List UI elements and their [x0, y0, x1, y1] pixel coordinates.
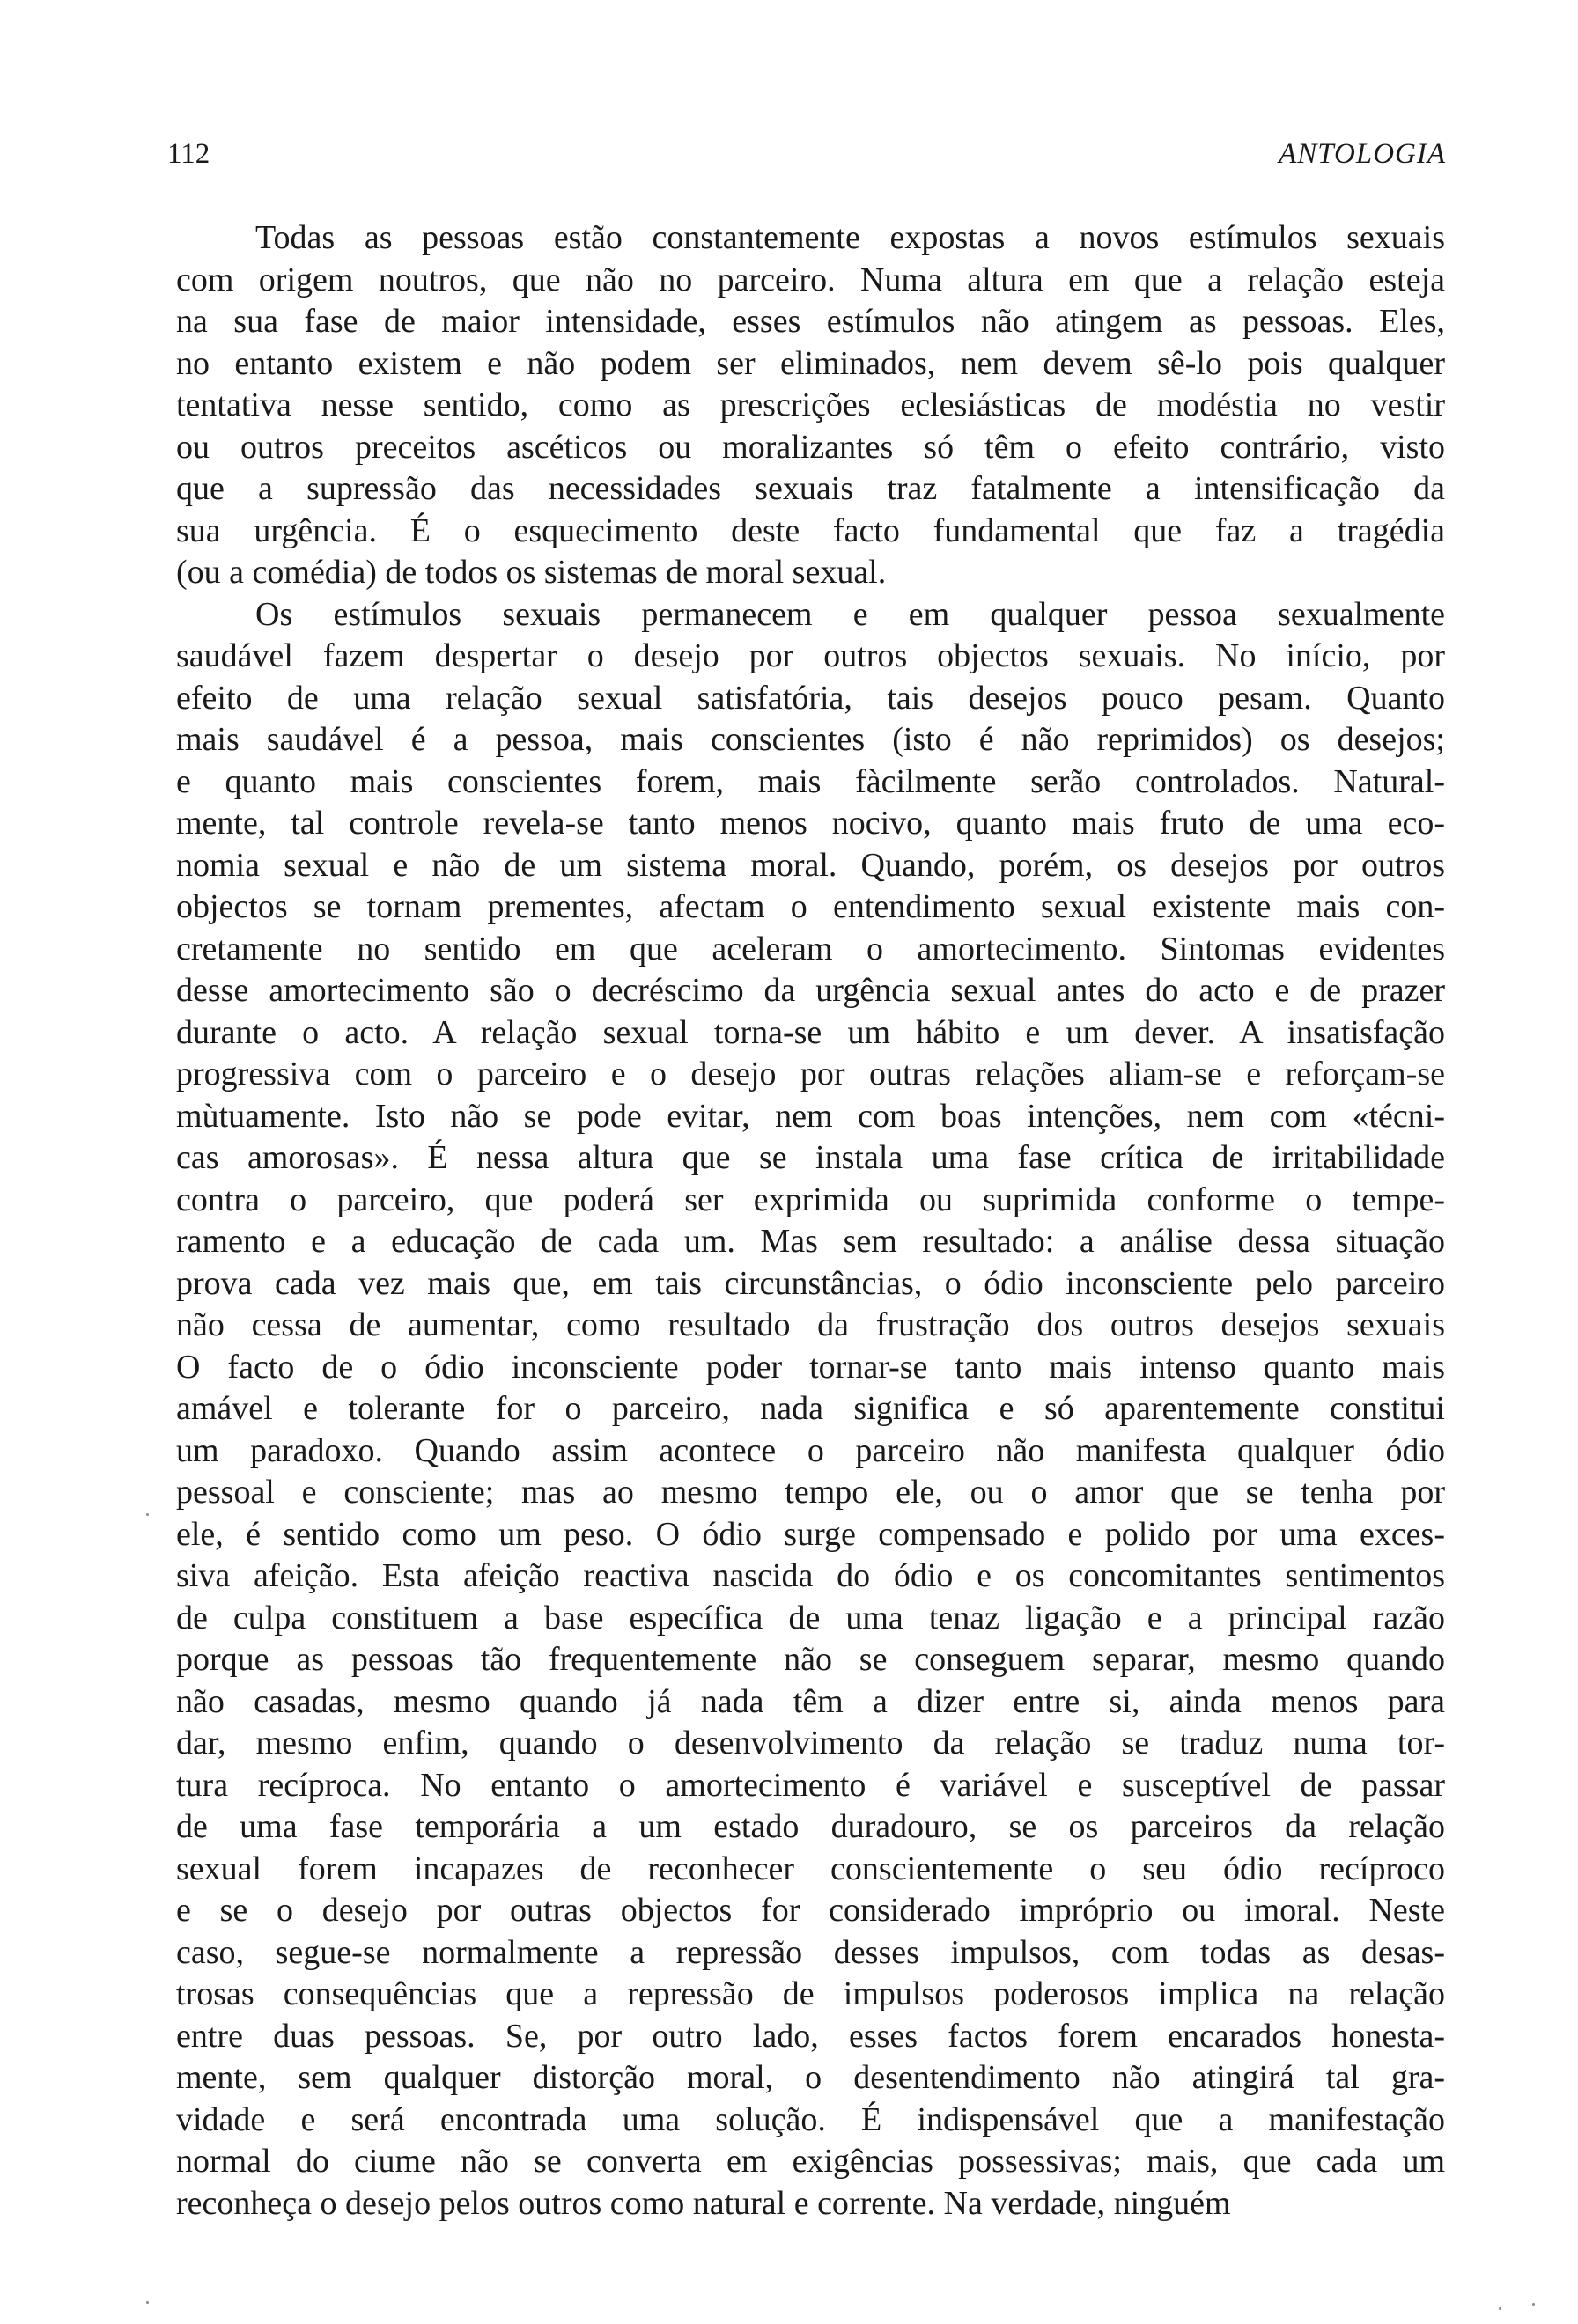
text-line: ramento e a educação de cada um. Mas sem resultado: a análise dessa situação [176, 1223, 1445, 1260]
text-line: prova cada vez mais que, em tais circunstâncias, o ódio inconsciente pelo parceiro [176, 1264, 1445, 1302]
text-line: mùtuamente. Isto não se pode evitar, nem com boas intenções, nem com «técni- [176, 1097, 1445, 1135]
text-line: siva afeição. Esta afeição reactiva nascida do ódio e os concomitantes sentimentos [176, 1557, 1445, 1594]
text-line: de uma fase temporária a um estado duradouro, se os parceiros da relação [176, 1808, 1445, 1845]
page-number: 112 [167, 138, 210, 170]
text-line: com origem noutros, que não no parceiro. Numa altura em que a relação esteja [176, 261, 1445, 298]
text-line: ele, é sentido como um peso. O ódio surge compensado e polido por uma exces- [176, 1515, 1445, 1553]
page-speck [146, 1513, 149, 1516]
body-text [176, 217, 1445, 2225]
text-line: O facto de o ódio inconsciente poder tornar-se tanto mais intenso quanto mais [176, 1348, 1445, 1386]
text-line: cretamente no sentido em que aceleram o amortecimento. Sintomas evidentes [176, 930, 1445, 967]
text-line: caso, segue-se normalmente a repressão desses impulsos, com todas as desas- [176, 1933, 1445, 1971]
text-line: dar, mesmo enfim, quando o desenvolvimento da relação se traduz numa tor- [176, 1725, 1445, 1761]
text-line: que a supressão das necessidades sexuais traz fatalmente a intensificação da [176, 470, 1445, 507]
text-line: durante o acto. A relação sexual torna-se um hábito e um dever. A insatisfação [176, 1013, 1445, 1051]
text-line: mais saudável é a pessoa, mais conscientes (isto é não reprimidos) os desejos; [176, 721, 1445, 758]
text-line: vidade e será encontrada uma solução. É indispensável que a manifestação [176, 2100, 1445, 2138]
text-line: no entanto existem e não podem ser eliminados, nem devem sê-lo pois qualquer [176, 344, 1445, 382]
text-line: entre duas pessoas. Se, por outro lado, esses factos forem encarados honesta- [176, 2017, 1445, 2055]
text-line: e quanto mais conscientes forem, mais fàcilmente serão controlados. Natural- [176, 762, 1445, 800]
text-line: pessoal e consciente; mas ao mesmo tempo ele, ou o amor que se tenha por [176, 1474, 1445, 1511]
text-line: objectos se tornam prementes, afectam o entendimento sexual existente mais con- [176, 888, 1445, 925]
text-line: mente, tal controle revela-se tanto menos nocivo, quanto mais fruto de uma eco- [176, 805, 1445, 842]
text-line: sexual forem incapazes de reconhecer conscientemente o seu ódio recíproco [176, 1850, 1445, 1887]
text-line: normal do ciume não se converta em exigências possessivas; mais, que cada um [176, 2143, 1445, 2180]
text-line: não casadas, mesmo quando já nada têm a dizer entre si, ainda menos para [176, 1682, 1445, 1720]
text-line: tentativa nesse sentido, como as prescrições eclesiásticas de modéstia no vestir [176, 386, 1445, 423]
text-line: na sua fase de maior intensidade, esses estímulos não atingem as pessoas. Eles, [176, 303, 1445, 340]
running-title: ANTOLOGIA [1279, 138, 1446, 170]
text-line: um paradoxo. Quando assim acontece o parceiro não manifesta qualquer ódio [176, 1431, 1445, 1469]
text-line: ou outros preceitos ascéticos ou moralizantes só têm o efeito contrário, visto [176, 428, 1445, 466]
text-line: mente, sem qualquer distorção moral, o desentendimento não atingirá tal gra- [176, 2059, 1445, 2096]
text-line: de culpa constituem a base específica de uma tenaz ligação e a principal razão [176, 1599, 1445, 1636]
text-line: amável e tolerante for o parceiro, nada significa e só aparentemente constitui [176, 1390, 1445, 1427]
text-line: não cessa de aumentar, como resultado da frustração dos outros desejos sexuais [176, 1306, 1445, 1343]
text-line: efeito de uma relação sexual satisfatória, tais desejos pouco pesam. Quanto [176, 679, 1445, 717]
text-line: (ou a comédia) de todos os sistemas de moral sexual. [176, 554, 887, 591]
text-line: e se o desejo por outras objectos for considerado impróprio ou imoral. Neste [176, 1892, 1445, 1929]
page-speck [1499, 2307, 1501, 2310]
text-line: tura recíproca. No entanto o amortecimento é variável e susceptível de passar [176, 1766, 1445, 1804]
text-line: saudável fazem despertar o desejo por outros objectos sexuais. No início, por [176, 637, 1445, 674]
text-line: trosas consequências que a repressão de impulsos poderosos implica na relação [176, 1975, 1445, 2012]
page-header [167, 132, 1446, 176]
text-line: progressiva com o parceiro e o desejo por outras relações aliam-se e reforçam-se [176, 1055, 1445, 1092]
text-line: reconheça o desejo pelos outros como natural e corrente. Na verdade, ninguém [176, 2184, 1231, 2222]
text-line: Os estímulos sexuais permanecem e em qualquer pessoa sexualmente [255, 595, 1445, 633]
text-line: nomia sexual e não de um sistema moral. Quando, porém, os desejos por outros [176, 846, 1445, 884]
page-speck [146, 2301, 149, 2304]
page-speck [1532, 2303, 1535, 2306]
paragraph [176, 217, 1445, 594]
text-line: contra o parceiro, que poderá ser exprimida ou suprimida conforme o tempe- [176, 1180, 1445, 1218]
text-line: desse amortecimento são o decréscimo da urgência sexual antes do acto e de prazer [176, 972, 1445, 1009]
text-line: sua urgência. É o esquecimento deste facto fundamental que faz a tragédia [176, 511, 1445, 549]
text-line: cas amorosas». É nessa altura que se instala uma fase crítica de irritabilidade [176, 1139, 1445, 1176]
text-line: Todas as pessoas estão constantemente expostas a novos estímulos sexuais [255, 219, 1445, 256]
text-line: porque as pessoas tão frequentemente não se conseguem separar, mesmo quando [176, 1641, 1445, 1678]
paragraph [176, 594, 1445, 2225]
